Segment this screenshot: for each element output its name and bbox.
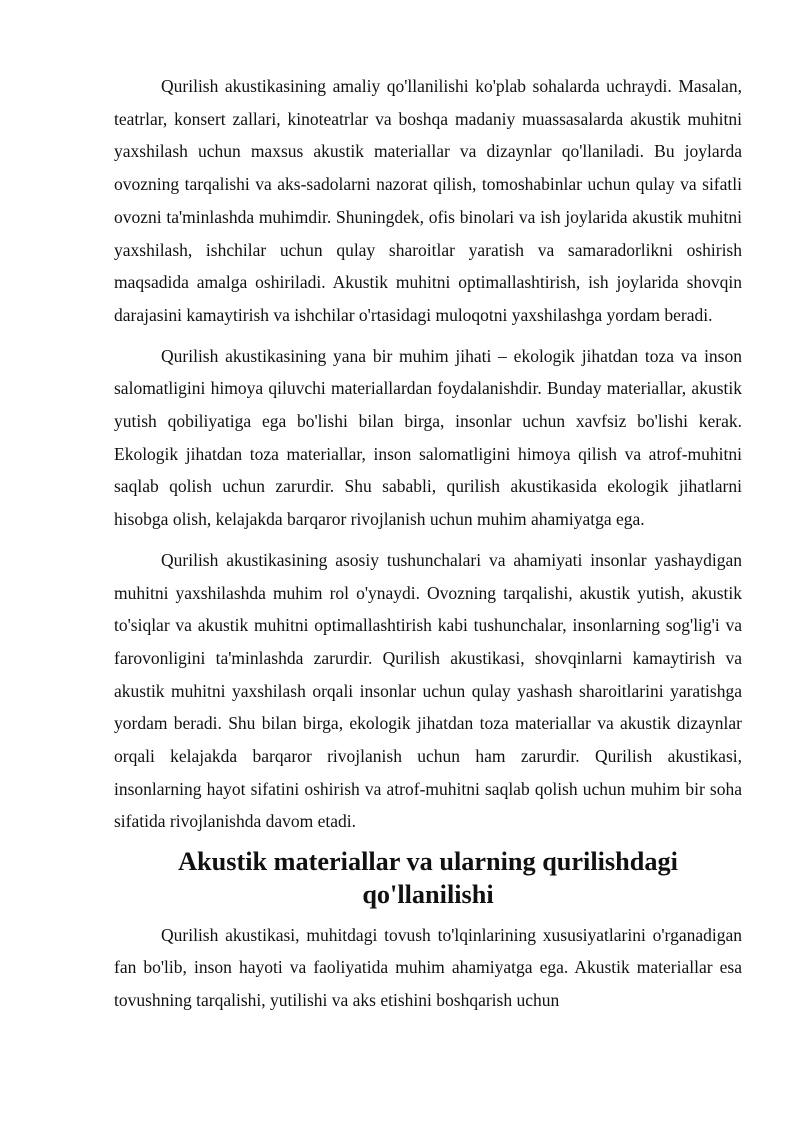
document-body xyxy=(114,70,742,1025)
paragraph-acoustic-materials-intro: Qurilish akustikasi, muhitdagi tovush to'lqinlarining xususiyatlarini o'rganadigan fan bo'lib, inson hayoti va faoliyatida muhim ahamiyatga ega. Akustik materiallar esa tovushning tarqalishi, yutilishi va aks etishini boshqarish uchun xyxy=(114,924,742,1010)
section-heading: Akustik materiallar va ularning qurilishdagi qo'llanilishi xyxy=(178,847,678,909)
paragraph-practical-applications: Qurilish akustikasining amaliy qo'llanilishi ko'plab sohalarda uchraydi. Masalan, teatrlar, konsert zallari, kinoteatrlar va boshqa madaniy muassasalarda akustik muhitni yaxshilash uchun maxsus akustik materiallar va dizaynlar qo'llaniladi. Bu joylarda ovozning tarqalishi va aks-sadolarni nazorat qilish, tomoshabinlar uchun qulay va sifatli ovozni ta'minlashda muhimdir. Shuningdek, ofis binolari va ish joylarida akustik muhitni yaxshilash, ishchilar uchun qulay sharoitlar yaratish va samaradorlikni oshirish maqsadida amalga oshiriladi. Akustik muhitni optimallashtirish, ish joylarida shovqin darajasini kamaytirish va ishchilar o'rtasidagi muloqotni yaxshilashga yordam beradi. xyxy=(114,76,742,325)
paragraph-ecological-materials: Qurilish akustikasining yana bir muhim jihati – ekologik jihatdan toza va inson salomatligini himoya qiluvchi materiallardan foydalanishdir. Bunday materiallar, akustik yutish qobiliyatiga ega bo'lishi bilan birga, insonlar uchun xavfsiz bo'lishi kerak. Ekologik jihatdan toza materiallar, inson salomatligini himoya qilish va atrof-muhitni saqlab qolish uchun zarurdir. Shu sababli, qurilish akustikasida ekologik jihatlarni hisobga olish, kelajakda barqaror rivojlanish uchun muhim ahamiyatga ega. xyxy=(114,345,742,530)
paragraph-basic-concepts: Qurilish akustikasining asosiy tushunchalari va ahamiyati insonlar yashaydigan muhitni yaxshilashda muhim rol o'ynaydi. Ovozning tarqalishi, akustik yutish, akustik to'siqlar va akustik muhitni optimallashtirish kabi tushunchalar, insonlarning sog'lig'i va farovonligini ta'minlashda zarurdir. Qurilish akustikasi, shovqinlarni kamaytirish va akustik muhitni yaxshilash orqali insonlar uchun qulay yashash sharoitlarini yaratishga yordam beradi. Shu bilan birga, ekologik jihatdan toza materiallar va akustik dizaynlar orqali kelajakda barqaror rivojlanish uchun ham zarurdir. Qurilish akustikasi, insonlarning hayot sifatini oshirish va atrof-muhitni saqlab qolish uchun muhim bir soha sifatida rivojlanishda davom etadi. xyxy=(114,549,742,832)
